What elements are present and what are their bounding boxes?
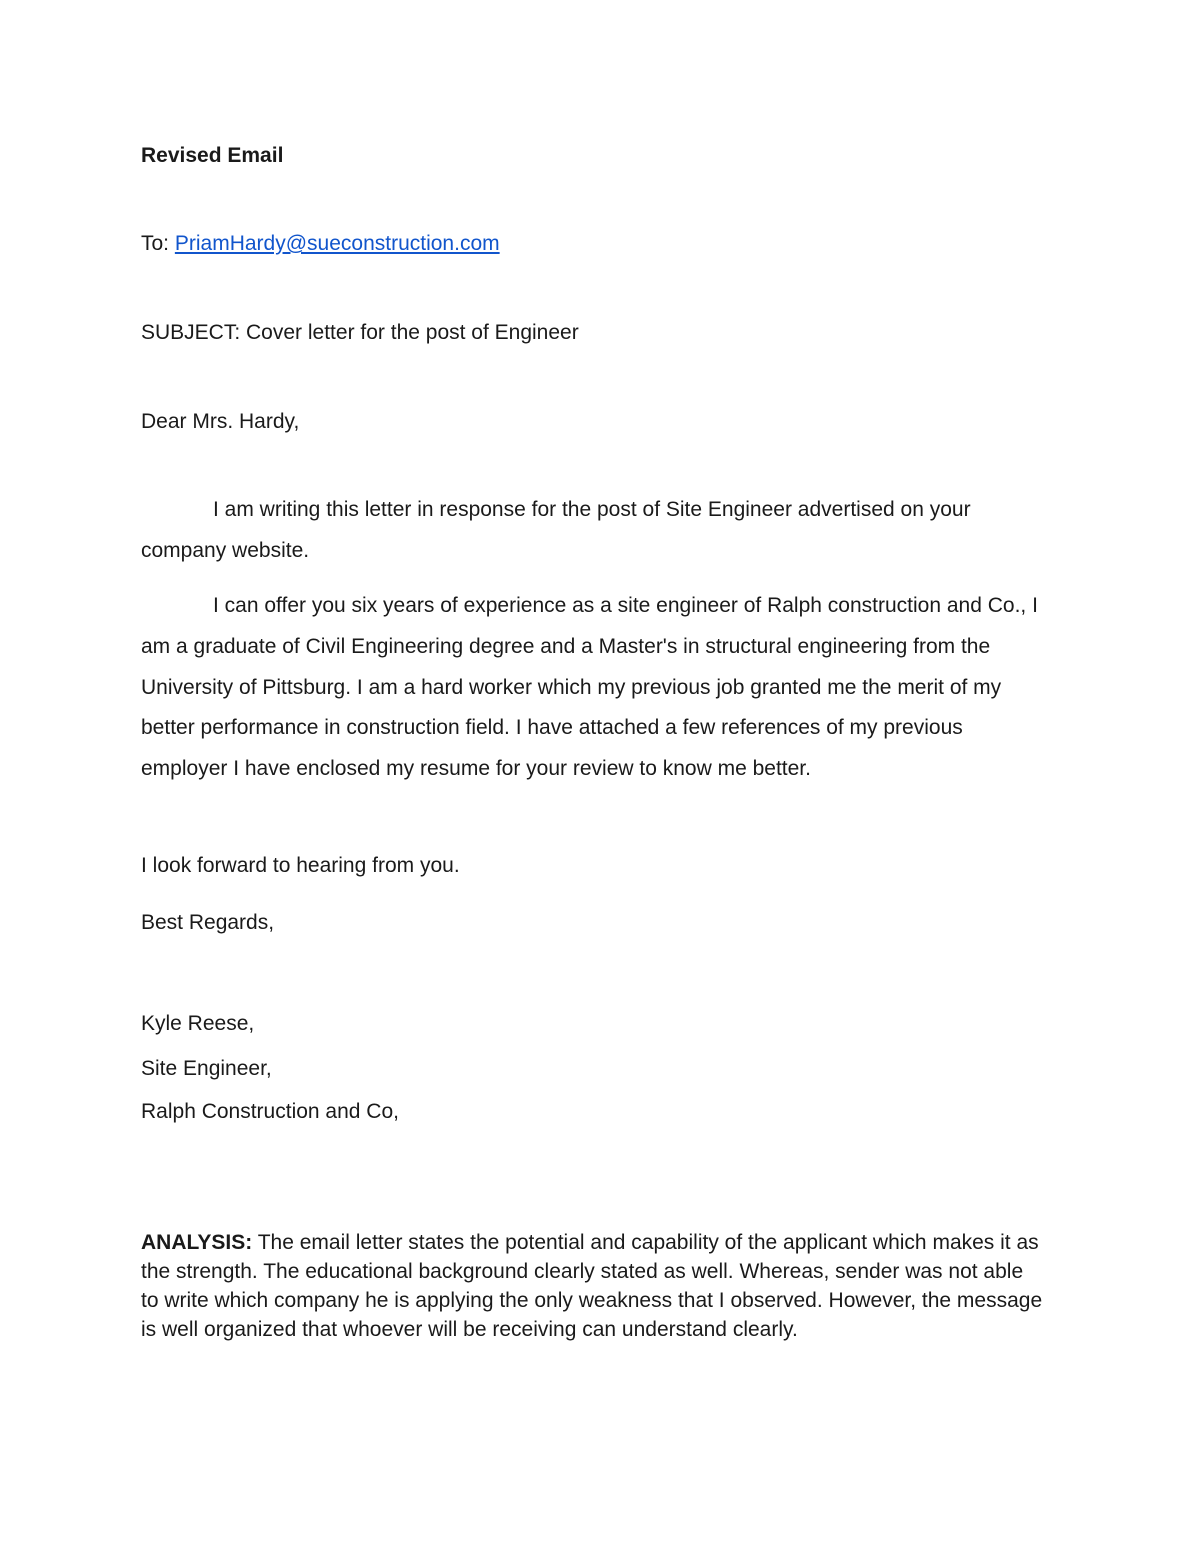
analysis-paragraph bbox=[141, 1229, 1046, 1345]
recipient-email-link[interactable]: PriamHardy@sueconstruction.com bbox=[174, 232, 500, 255]
subject-line: SUBJECT: Cover letter for the post of Engineer bbox=[141, 321, 579, 344]
signature-company: Ralph Construction and Co, bbox=[141, 1100, 399, 1123]
page-title: Revised Email bbox=[141, 144, 284, 167]
signature-name: Kyle Reese, bbox=[141, 1012, 255, 1035]
closing-line: I look forward to hearing from you. bbox=[141, 854, 460, 877]
to-label: To: bbox=[141, 232, 170, 255]
signature-title: Site Engineer, bbox=[141, 1057, 272, 1080]
analysis-label: ANALYSIS: bbox=[141, 1231, 253, 1254]
recipient-line bbox=[141, 232, 500, 256]
sign-off: Best Regards, bbox=[141, 911, 275, 934]
body-paragraph-intro: I am writing this letter in response for the post of Site Engineer advertised on your company website. bbox=[141, 498, 971, 562]
salutation: Dear Mrs. Hardy, bbox=[141, 410, 300, 433]
body-paragraph-experience: I can offer you six years of experience as a site engineer of Ralph construction and Co., I am a graduate of Civil Engineering degree and a Master's in structural engineering from the University of Pittsburg. I am a hard worker which my previous job granted me the merit of my better performance in construction field. I have attached a few references of my previous employer I have enclosed my resume for your review to know me better. bbox=[141, 594, 1038, 781]
analysis-text: The email letter states the potential and capability of the applicant which makes it as the strength. The educational background clearly stated as well. Whereas, sender was not able to write which company he is applying the only weakness that I observed. However, the message is well organized that whoever will be receiving can understand clearly. bbox=[141, 1231, 1043, 1341]
